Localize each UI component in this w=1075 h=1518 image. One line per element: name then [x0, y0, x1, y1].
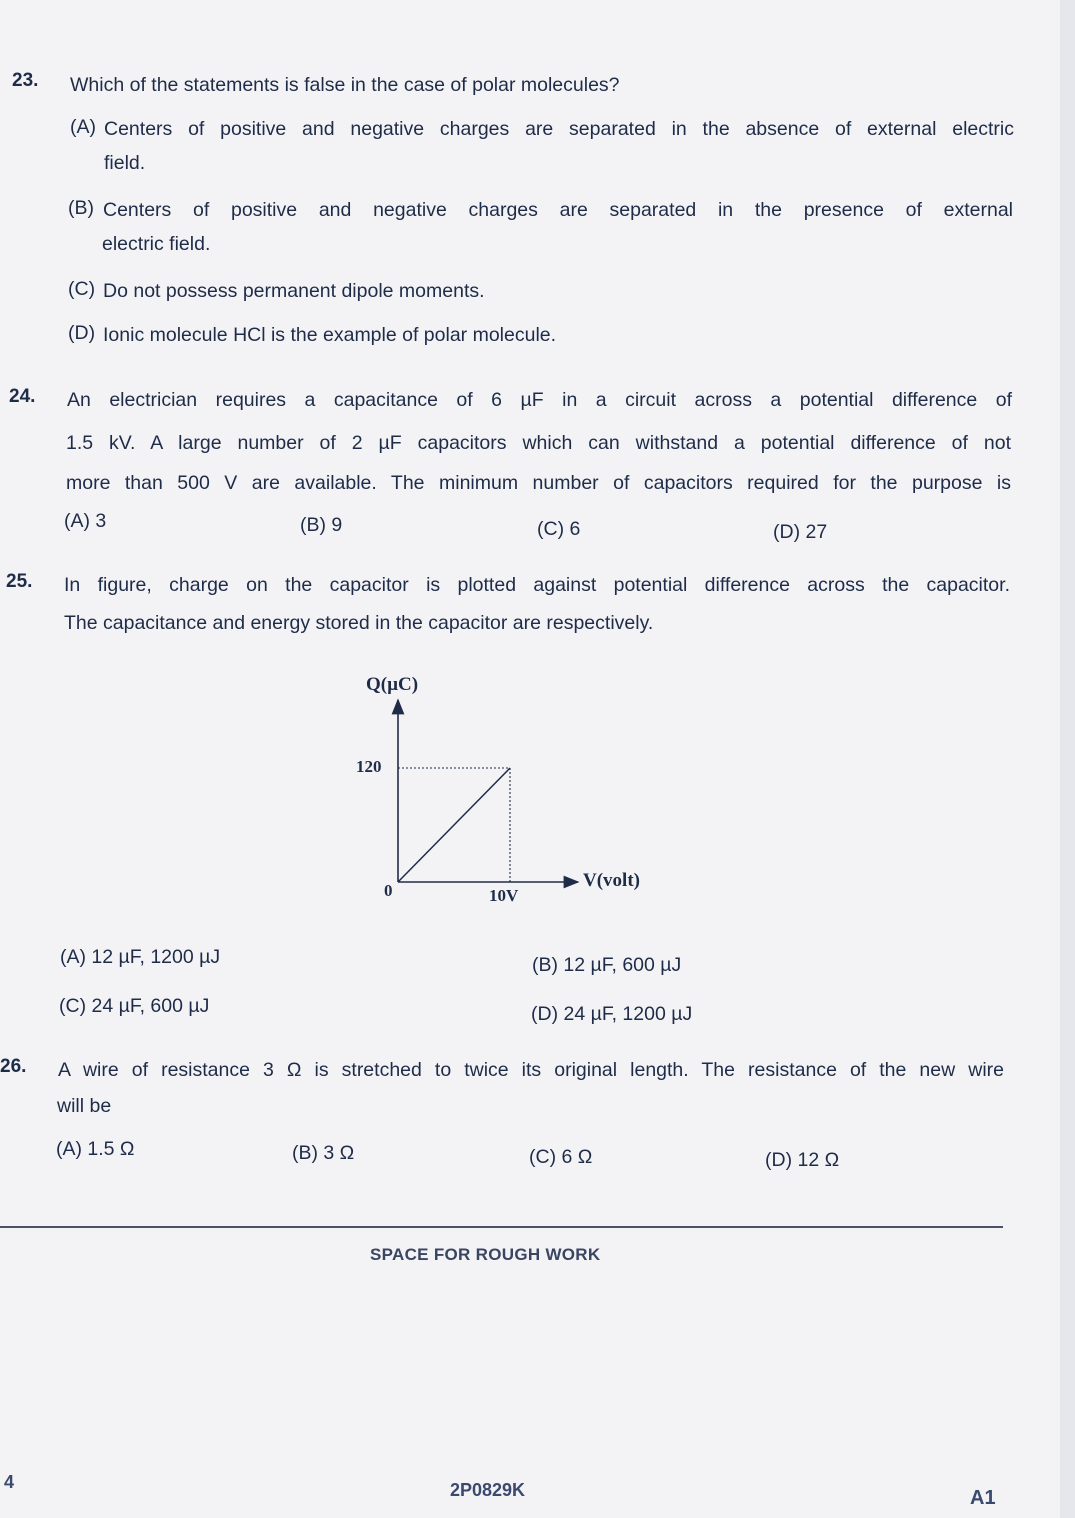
q23-option-a-label: (A)	[70, 116, 96, 138]
rough-work-divider	[0, 1226, 1003, 1228]
question-24-line-2: 1.5 kV. A large number of 2 µF capacitors which can withstand a potential difference of not	[66, 432, 1011, 454]
booklet-code: 2P0829K	[450, 1480, 526, 1500]
question-25-line-1: In figure, charge on the capacitor is plotted against potential difference across the capacitor.	[64, 574, 1010, 596]
q25-option-c: (C) 24 µF, 600 µJ	[59, 995, 210, 1017]
origin-tick-label: 0	[384, 881, 393, 900]
x-axis-label: V(volt)	[583, 870, 640, 891]
q25-option-a: (A) 12 µF, 1200 µJ	[60, 946, 221, 968]
q26-option-d: (D) 12 Ω	[765, 1149, 840, 1171]
q25-option-b: (B) 12 µF, 600 µJ	[532, 954, 682, 976]
q24-option-d: (D) 27	[773, 521, 828, 543]
x-tick-label-10v: 10V	[489, 886, 519, 905]
q-v-line	[398, 768, 510, 882]
q23-option-a-text-cont: field.	[104, 152, 146, 174]
question-25-line-2: The capacitance and energy stored in the capacitor are respectively.	[64, 612, 654, 634]
q24-option-b: (B) 9	[300, 514, 343, 536]
q25-option-d: (D) 24 µF, 1200 µJ	[531, 1003, 693, 1025]
question-23-number: 23.	[12, 70, 39, 91]
q26-option-b: (B) 3 Ω	[292, 1142, 355, 1164]
question-26-number: 26.	[0, 1056, 27, 1077]
question-24-line-3: more than 500 V are available. The minimum number of capacitors required for the purpose is	[66, 472, 1011, 494]
q23-option-c-text: Do not possess permanent dipole moments.	[103, 280, 485, 302]
q24-option-c: (C) 6	[537, 518, 581, 540]
question-25-number: 25.	[6, 571, 33, 592]
y-tick-label-120: 120	[356, 757, 382, 776]
q26-option-a: (A) 1.5 Ω	[56, 1138, 135, 1160]
q26-option-c: (C) 6 Ω	[529, 1146, 593, 1168]
q23-option-a-text: Centers of positive and negative charges are separated in the absence of external electric	[104, 118, 1014, 140]
set-code: A1	[970, 1487, 996, 1509]
rough-work-heading: SPACE FOR ROUGH WORK	[370, 1245, 601, 1264]
q23-option-c-label: (C)	[68, 278, 96, 300]
page-number: 4	[4, 1472, 15, 1492]
q23-option-d-label: (D)	[68, 322, 96, 344]
charge-voltage-graph	[340, 660, 680, 910]
q23-option-d-text: Ionic molecule HCl is the example of polar molecule.	[103, 324, 557, 346]
question-24-line-1: An electrician requires a capacitance of 6 µF in a circuit across a potential difference of	[67, 389, 1012, 411]
question-26-line-2: will be	[57, 1095, 112, 1117]
y-axis-label: Q(µC)	[366, 674, 419, 695]
q23-option-b-text: Centers of positive and negative charges are separated in the presence of external	[103, 199, 1013, 221]
q23-option-b-text-cont: electric field.	[102, 233, 211, 255]
question-26-line-1: A wire of resistance 3 Ω is stretched to twice its original length. The resistance of the new wire	[58, 1059, 1004, 1081]
question-24-number: 24.	[9, 386, 36, 407]
question-23-text: Which of the statements is false in the case of polar molecules?	[70, 74, 620, 96]
page-edge	[1060, 0, 1075, 1518]
q23-option-b-label: (B)	[68, 197, 94, 219]
q24-option-a: (A) 3	[64, 510, 107, 532]
